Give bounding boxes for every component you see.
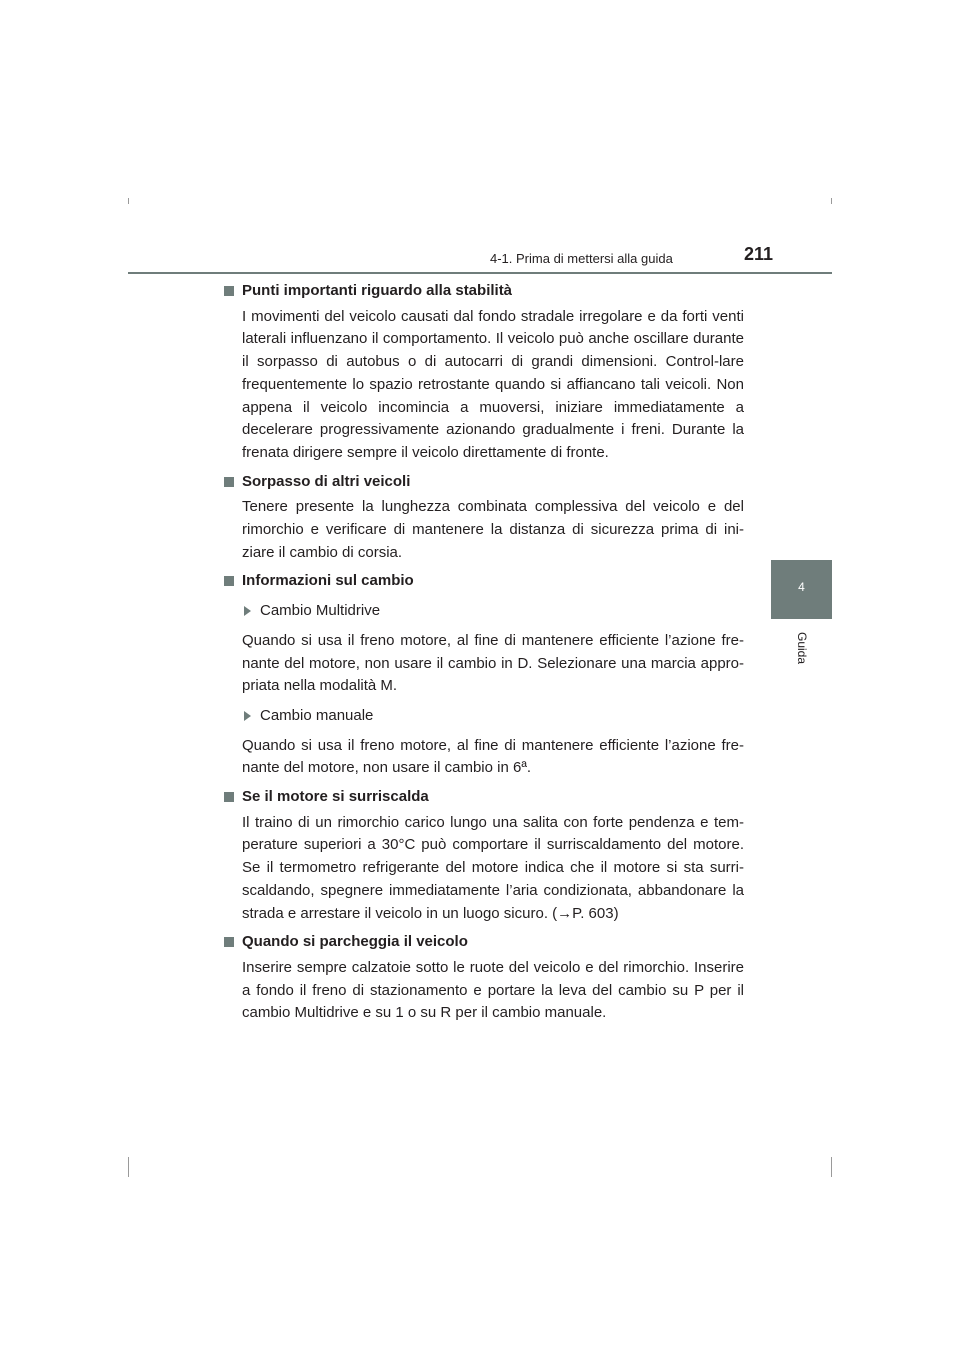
section-heading: [224, 280, 744, 303]
square-bullet-icon: [224, 792, 234, 802]
sub-item-multidrive: [242, 600, 744, 623]
running-header: 4-1. Prima di mettersi alla guida: [490, 251, 673, 266]
crop-mark-top-right: [831, 198, 832, 204]
section-heading: [224, 931, 744, 954]
section-overheating: [224, 786, 744, 925]
section-paragraph: Quando si usa il freno motore, al fine di mantenere efficiente l’azione fre-nante del motore, non usare il cambio in 6ª.: [242, 736, 744, 777]
section-heading: [224, 786, 744, 809]
chapter-label: Guida: [795, 632, 809, 665]
square-bullet-icon: [224, 576, 234, 586]
heading-text: Punti importanti riguardo alla stabilità: [242, 282, 513, 299]
square-bullet-icon: [224, 286, 234, 296]
page-number: 211: [744, 244, 774, 264]
section-transmission: [224, 570, 744, 780]
sub-item-manual: [242, 705, 744, 728]
sub-item-label: Cambio manuale: [260, 706, 374, 724]
section-paragraph: I movimenti del veicolo causati dal fondo stradale irregolare e da forti venti laterali influenzano il comportamento. Il veicolo può anche oscillare durante il sorpasso di autobus o di autocarri di grandi dimensioni. Control-lare frequentemente lo spazio retrostante quando si affiancano tali veicoli. Non appena il veicolo incomincia a muoversi, iniziare immediatamente a decelerare progressivamente azionando gradualmente i freni. Durante la frenata dirigere sempre il veicolo direttamente di fronte.: [242, 307, 744, 461]
crop-mark-bottom-left: [128, 1157, 129, 1177]
chapter-number: 4: [798, 580, 805, 594]
heading-text: Se il motore si surriscalda: [242, 788, 429, 806]
chapter-tab: [771, 560, 832, 619]
heading-text: Quando si parcheggia il veicolo: [242, 933, 468, 951]
section-heading: [224, 471, 744, 494]
section-paragraph: Quando si usa il freno motore, al fine di mantenere efficiente l’azione fre-nante del motore, non usare il cambio in D. Selezionare una marcia appro-priata nella modalità M.: [242, 631, 744, 695]
triangle-bullet-icon: [244, 606, 251, 616]
section-paragraph: Il traino di un rimorchio carico lungo una salita con forte pendenza e tem-perature superiori a 30°C può comportare il surriscaldamento del motore. Se il termometro refrigerante del motore indica che il motore si sta surri-scaldando, spegnere immediatamente l’aria condizionata, abbandonare la strada e arrestare il veicolo in un luogo sicuro. (→P. 603): [242, 813, 744, 922]
crop-mark-top-left: [128, 198, 129, 204]
square-bullet-icon: [224, 477, 234, 487]
page-content: [224, 280, 744, 1031]
section-stability: [224, 280, 744, 465]
header-rule: [128, 272, 832, 274]
crop-mark-bottom-right: [831, 1157, 832, 1177]
section-parking: [224, 931, 744, 1025]
heading-text: Informazioni sul cambio: [242, 572, 414, 590]
section-overtaking: [224, 471, 744, 565]
square-bullet-icon: [224, 937, 234, 947]
section-paragraph: Tenere presente la lunghezza combinata complessiva del veicolo e del rimorchio e verificare di mantenere la distanza di sicurezza prima di ini-ziare il cambio di corsia.: [242, 498, 744, 561]
section-paragraph: Inserire sempre calzatoie sotto le ruote del veicolo e del rimorchio. Inserire a fondo il freno di stazionamento e portare la leva del cambio su P per il cambio Multidrive e su 1 o su R per il cambio manuale.: [242, 958, 744, 1022]
sub-item-label: Cambio Multidrive: [260, 602, 381, 620]
heading-text: Sorpasso di altri veicoli: [242, 472, 411, 490]
triangle-bullet-icon: [244, 711, 251, 721]
section-heading: [224, 570, 744, 593]
